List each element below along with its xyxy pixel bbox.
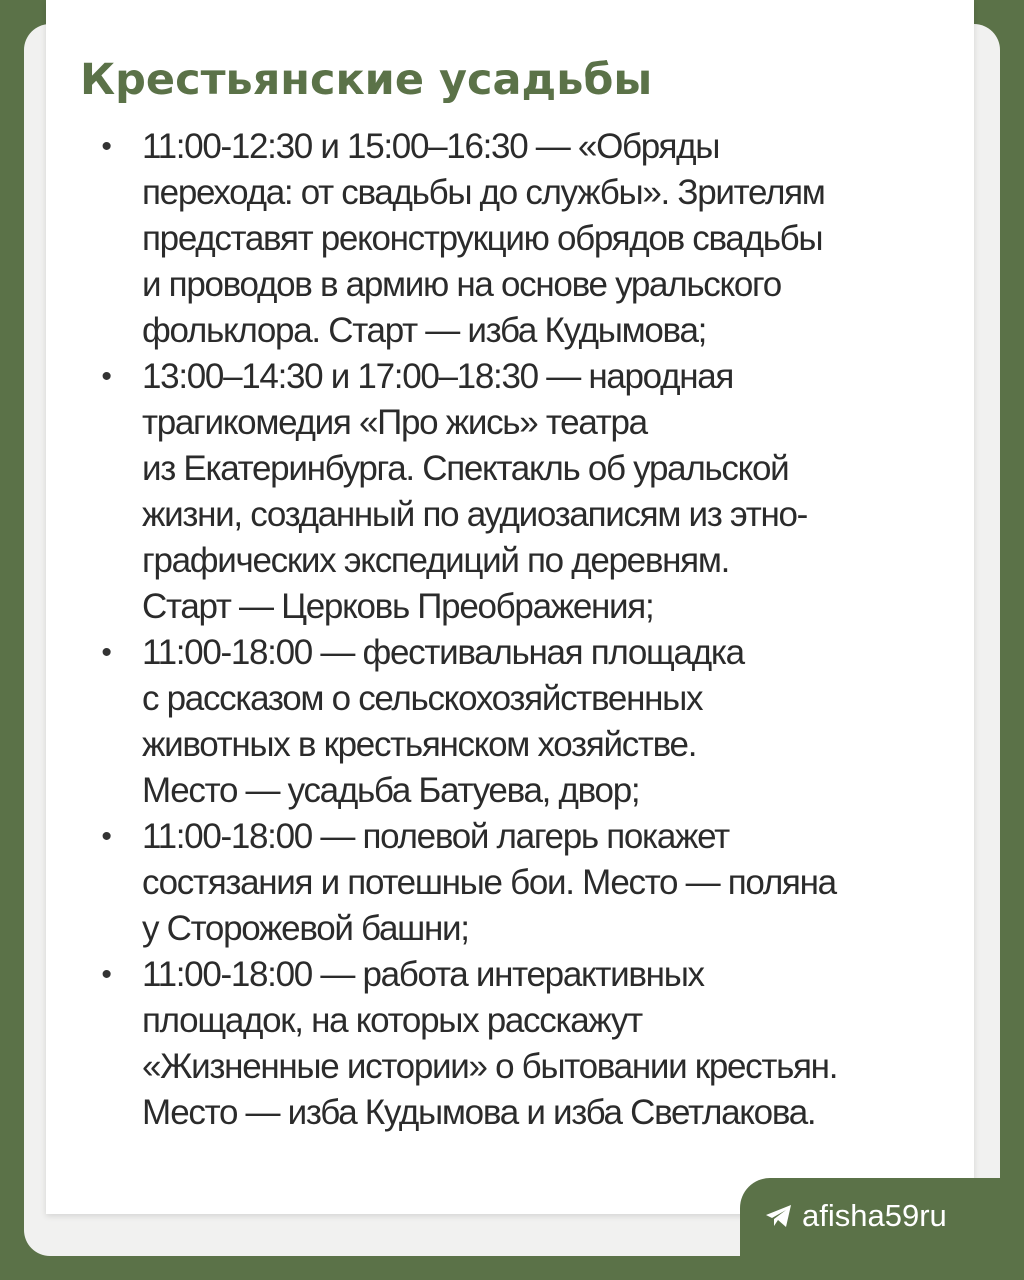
item-line: 11:00-12:30 и 15:00–16:30 — «Обряды (142, 127, 720, 166)
item-line: 11:00-18:00 — полевой лагерь покажет (142, 817, 729, 856)
item-line: представят реконструкцию обрядов свадьбы (142, 219, 823, 258)
bullet-icon: • (101, 360, 111, 393)
page-title: Крестьянские усадьбы (80, 55, 653, 105)
list-item (96, 354, 966, 630)
item-line: с рассказом о сельскохозяйственных (142, 679, 703, 718)
item-line: состязания и потешные бои. Место — поляна (142, 863, 836, 902)
list-item (96, 952, 966, 1136)
schedule-list (96, 124, 966, 1136)
item-line: Старт — Церковь Преображения; (142, 587, 654, 626)
item-line: жизни, созданный по аудиозаписям из этно- (142, 495, 808, 534)
content-card (46, 0, 974, 1214)
list-item (96, 630, 966, 814)
item-line: 11:00-18:00 — фестивальная площадка (142, 633, 744, 672)
item-line: Место — усадьба Батуева, двор; (142, 771, 640, 810)
bullet-icon: • (101, 636, 111, 669)
bullet-icon: • (101, 958, 111, 991)
bullet-icon: • (101, 130, 111, 163)
item-line: трагикомедия «Про жись» театра (142, 403, 647, 442)
telegram-plane-icon (764, 1203, 794, 1229)
item-line: графических экспедиций по деревням. (142, 541, 730, 580)
item-line: площадок, на которых расскажут (142, 1001, 642, 1040)
item-line: и проводов в армию на основе уральского (142, 265, 781, 304)
item-line: «Жизненные истории» о бытовании крестьян. (142, 1047, 838, 1086)
channel-handle: afisha59ru (802, 1198, 947, 1233)
item-line: фольклора. Старт — изба Кудымова; (142, 311, 707, 350)
item-line: 11:00-18:00 — работа интерактивных (142, 955, 704, 994)
item-line: из Екатеринбурга. Спектакль об уральской (142, 449, 789, 488)
channel-badge[interactable] (740, 1178, 1024, 1280)
bullet-icon: • (101, 820, 111, 853)
list-item (96, 814, 966, 952)
item-line: животных в крестьянском хозяйстве. (142, 725, 697, 764)
item-line: перехода: от свадьбы до службы». Зрителям (142, 173, 825, 212)
item-line: 13:00–14:30 и 17:00–18:30 — народная (142, 357, 734, 396)
list-item (96, 124, 966, 354)
channel-badge-content (764, 1178, 947, 1254)
item-line: у Сторожевой башни; (142, 909, 469, 948)
item-line: Место — изба Кудымова и изба Светлакова. (142, 1093, 816, 1132)
